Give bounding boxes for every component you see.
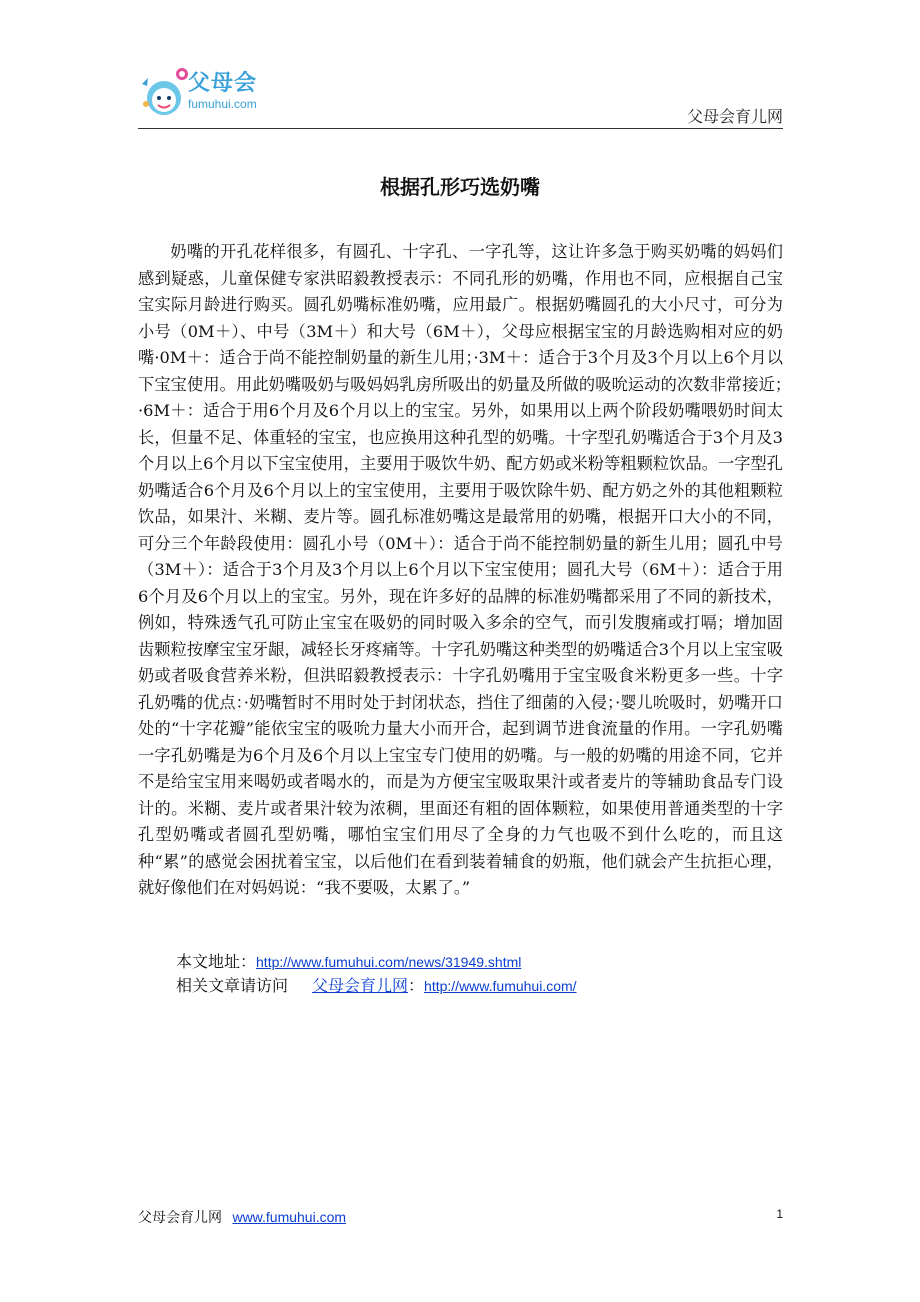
page-number: 1 xyxy=(776,1207,783,1221)
article-title: 根据孔形巧选奶嘴 xyxy=(380,175,540,200)
related-url-link[interactable]: http://www.fumuhui.com/ xyxy=(424,978,577,994)
address-label: 本文地址： xyxy=(176,952,257,971)
article-links xyxy=(176,950,577,998)
logo-domain: fumuhui.com xyxy=(188,97,257,111)
related-colon: ： xyxy=(408,976,425,995)
site-logo[interactable] xyxy=(138,64,288,122)
footer-url-link[interactable]: www.fumuhui.com xyxy=(232,1209,347,1225)
footer-site-name: 父母会育儿网 xyxy=(138,1210,222,1226)
related-site-link[interactable]: 父母会育儿网 xyxy=(312,976,409,995)
logo-mascot-icon xyxy=(138,64,188,122)
header-site-name: 父母会育儿网 xyxy=(686,107,783,126)
article-url-link[interactable]: http://www.fumuhui.com/news/31949.shtml xyxy=(256,954,522,970)
article-address-line xyxy=(176,950,577,974)
logo-text: 父母会 xyxy=(188,71,258,96)
page-footer xyxy=(138,1207,783,1227)
article-body: 奶嘴的开孔花样很多，有圆孔、十字孔、一字孔等，这让许多急于购买奶嘴的妈妈们感到疑惑，儿童保健专家洪昭毅教授表示：不同孔形的奶嘴，作用也不同，应根据自己宝宝实际月龄进行购买。圆孔奶嘴标准奶嘴，应用最广。根据奶嘴圆孔的大小尺寸，可分为小号（0M＋）、中号（3M＋）和大号（6M＋），父母应根据宝宝的月龄选购相对应的奶嘴·0M＋：适合于尚不能控制奶量的新生儿用；·3M＋：适合于3个月及3个月以上6个月以下宝宝使用。用此奶嘴吸奶与吸妈妈乳房所吸出的奶量及所做的吸吮运动的次数非常接近；·6M＋：适合于用6个月及6个月以上的宝宝。另外，如果用以上两个阶段奶嘴喂奶时间太长，但量不足、体重轻的宝宝，也应换用这种孔型的奶嘴。十字型孔奶嘴适合于3个月及3个月以上6个月以下宝宝使用，主要用于吸饮牛奶、配方奶或米粉等粗颗粒饮品。一字型孔奶嘴适合6个月及6个月以上的宝宝使用，主要用于吸饮除牛奶、配方奶之外的其他粗颗粒饮品，如果汁、米糊、麦片等。圆孔标准奶嘴这是最常用的奶嘴，根据开口大小的不同，可分三个年龄段使用：圆孔小号（0M＋）：适合于尚不能控制奶量的新生儿用；圆孔中号（3M＋）：适合于3个月及3个月以上6个月以下宝宝使用；圆孔大号（6M＋）：适合于用6个月及6个月以上的宝宝。另外，现在许多好的品牌的标准奶嘴都采用了不同的新技术，例如，特殊透气孔可防止宝宝在吸奶的同时吸入多余的空气，而引发腹痛或打嗝；增加固齿颗粒按摩宝宝牙龈，减轻长牙疼痛等。十字孔奶嘴这种类型的奶嘴适合3个月以上宝宝吸奶或者吸食营养米粉，但洪昭毅教授表示：十字孔奶嘴用于宝宝吸食米粉更多一些。十字孔奶嘴的优点：·奶嘴暂时不用时处于封闭状态，挡住了细菌的入侵；·婴儿吮吸时，奶嘴开口处的“十字花瓣”能依宝宝的吸吮力量大小而开合，起到调节进食流量的作用。一字孔奶嘴一字孔奶嘴是为6个月及6个月以上宝宝专门使用的奶嘴。与一般的奶嘴的用途不同，它并不是给宝宝用来喝奶或者喝水的，而是为方便宝宝吸取果汁或者麦片的等辅助食品专门设计的。米糊、麦片或者果汁较为浓稠，里面还有粗的固体颗粒，如果使用普通类型的十字孔型奶嘴或者圆孔型奶嘴，哪怕宝宝们用尽了全身的力气也吸不到什么吃的，而且这种“累”的感觉会困扰着宝宝，以后他们在看到装着辅食的奶瓶，他们就会产生抗拒心理，就好像他们在对妈妈说：“我不要吸，太累了。” xyxy=(138,242,783,898)
header-divider xyxy=(138,128,783,129)
page-header xyxy=(138,60,783,130)
related-line xyxy=(176,974,577,998)
related-label: 相关文章请访问 xyxy=(176,976,289,995)
